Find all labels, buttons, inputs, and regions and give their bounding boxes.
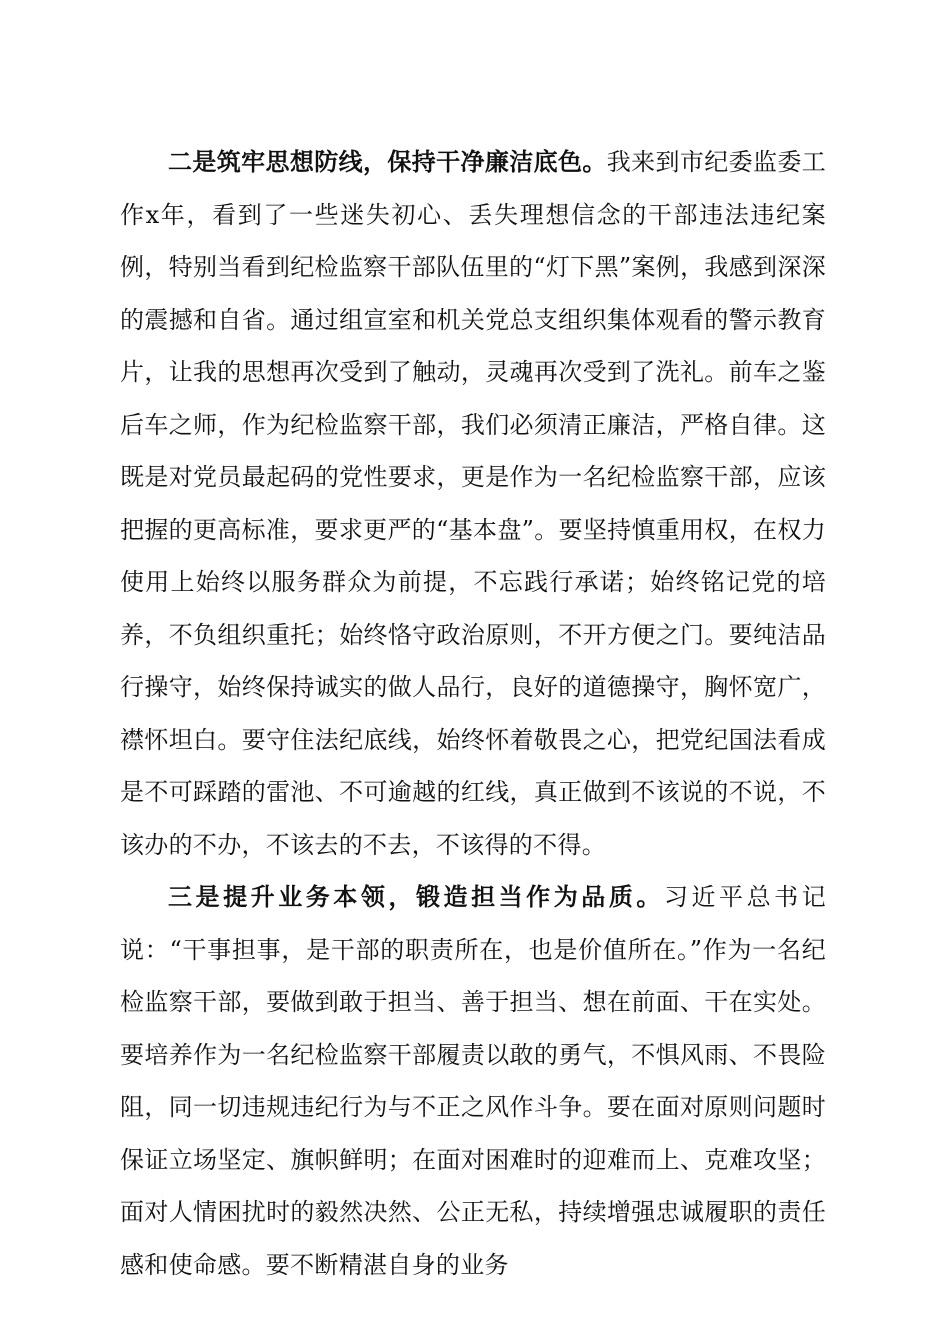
paragraph-thought-defense	[120, 136, 826, 871]
paragraph-body-text: 我来到市纪委监委工作x年，看到了一些迷失初心、丢失理想信念的干部违法违纪案例，特别当看到纪检监察干部队伍里的“灯下黑”案例，我感到深深的震撼和自省。通过组宣室和机关党总支组织集体观看的警示教育片，让我的思想再次受到了触动，灵魂再次受到了洗礼。前车之鉴后车之师，作为纪检监察干部，我们必须清正廉洁，严格自律。这既是对党员最起码的党性要求，更是作为一名纪检监察干部，应该把握的更高标准，要求更严的“基本盘”。要坚持慎重用权，在权力使用上始终以服务群众为前提，不忘践行承诺；始终铭记党的培养，不负组织重托；始终恪守政治原则，不开方便之门。要纯洁品行操守，始终保持诚实的做人品行，良好的道德操守，胸怀宽广，襟怀坦白。要守住法纪底线，始终怀着敬畏之心，把党纪国法看成是不可踩踏的雷池、不可逾越的红线，真正做到不该说的不说，不该办的不办，不该去的不去，不该得的不得。	[120, 148, 826, 859]
paragraph-business-skills	[120, 871, 826, 1291]
document-body	[120, 136, 826, 1291]
paragraph-lead-heading: 二是筑牢思想防线，保持干净廉洁底色。	[168, 147, 607, 176]
paragraph-body-text: 习近平总书记说：“干事担事，是干部的职责所在，也是价值所在。”作为一名纪检监察干部，要做到敢于担当、善于担当、想在前面、干在实处。要培养作为一名纪检监察干部履责以敢的勇气，不惧风雨、不畏险阻，同一切违规违纪行为与不正之风作斗争。要在面对原则问题时保证立场坚定、旗帜鲜明；在面对困难时的迎难而上、克难攻坚；面对人情困扰时的毅然决然、公正无私，持续增强忠诚履职的责任感和使命感。要不断精湛自身的业务	[120, 883, 826, 1279]
paragraph-lead-heading: 三是提升业务本领，锻造担当作为品质。	[168, 882, 664, 911]
